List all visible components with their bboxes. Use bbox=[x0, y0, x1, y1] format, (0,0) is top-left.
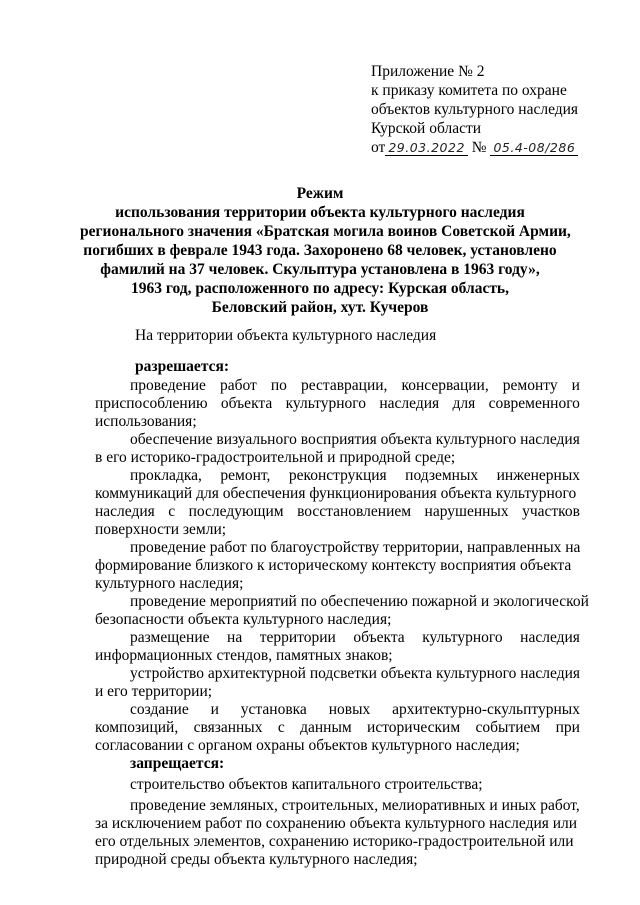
prohibited-item-1: строительство объектов капитального строительства; bbox=[130, 776, 483, 793]
title-line: 1963 год, расположенного по адресу: Курская область, bbox=[130, 280, 510, 297]
justified-line: проведение работ по реставрации, консервации, ремонту и bbox=[130, 377, 580, 394]
title-line: регионального значения «Братская могила воинов Советской Армии, bbox=[80, 223, 571, 240]
number-prefix: № bbox=[471, 139, 487, 156]
appendix-order-ref: к приказу комитета по охране bbox=[371, 82, 567, 99]
date-prefix: от bbox=[371, 139, 386, 156]
appendix-title: Приложение № 2 bbox=[371, 63, 485, 80]
allowed-item-6: размещение на территории объекта культурного наследия информационных стендов, памятных знаков; bbox=[95, 629, 580, 664]
prohibited-item-2: проведение земляных, строительных, мелиоративных и иных работ, за исключением работ по сохранению объекта культурного наследия или его отдельных элементов, сохранению историко-градостроительной или природной среды объекта культурного наследия; bbox=[95, 797, 580, 868]
allowed-heading: разрешается: bbox=[135, 358, 230, 375]
allowed-item-7: устройство архитектурной подсветки объекта культурного наследия и его территории; bbox=[95, 665, 581, 700]
allowed-item-1: проведение работ по реставрации, консервации, ремонту и приспособлению объекта культурного наследия для современного использования; bbox=[95, 377, 580, 430]
allowed-item-5: проведение мероприятий по обеспечению пожарной и экологической безопасности объекта культурного наследия; bbox=[95, 593, 589, 628]
title-line: Беловский район, хут. Кучеров bbox=[211, 299, 429, 316]
handwritten-date: 29.03.2022 bbox=[385, 140, 468, 156]
allowed-item-2: обеспечение визуального восприятия объекта культурного наследия в его историко-градостроительной и природной среде; bbox=[95, 431, 580, 466]
appendix-order-ref-2: объектов культурного наследия bbox=[371, 101, 579, 118]
appendix-date-number bbox=[371, 138, 621, 157]
justified-line: прокладка, ремонт, реконструкция подземных инженерных bbox=[130, 467, 580, 484]
title-line: погибших в феврале 1943 года. Захоронено 68 человек, установлено bbox=[83, 242, 557, 259]
appendix-region: Курской области bbox=[371, 120, 482, 137]
prohibited-heading: запрещается: bbox=[130, 755, 225, 772]
justified-line: композиций, связанных с данным историческим событием при bbox=[95, 719, 580, 736]
title-heading: Режим bbox=[296, 185, 344, 202]
handwritten-number: 05.4-08/286 bbox=[490, 140, 578, 156]
justified-line: размещение на территории объекта культурного наследия bbox=[130, 629, 580, 646]
justified-line: приспособлению объекта культурного наследия для современного bbox=[95, 395, 580, 412]
allowed-item-4: проведение работ по благоустройству территории, направленных на формирование близкого к историческому контексту восприятия объекта культурного наследия; bbox=[95, 539, 581, 592]
allowed-item-3: прокладка, ремонт, реконструкция подземных инженерных коммуникаций для обеспечения функционирования объекта культурного наследия с последующим восстановлением нарушенных участков поверхности земли; bbox=[95, 467, 580, 538]
justified-line: создание и установка новых архитектурно-скульптурных bbox=[130, 701, 580, 718]
title-line: использования территории объекта культурного наследия bbox=[115, 204, 525, 221]
intro-paragraph: На территории объекта культурного наследия bbox=[135, 327, 437, 344]
allowed-item-8: создание и установка новых архитектурно-скульптурных композиций, связанных с данным историческим событием при согласовании с органом охраны объектов культурного наследия; bbox=[95, 701, 580, 754]
appendix-header bbox=[371, 62, 621, 157]
justified-line: наследия с последующим восстановлением нарушенных участков bbox=[95, 503, 580, 520]
document-title bbox=[80, 184, 571, 317]
title-line: фамилий на 37 человек. Скульптура установлена в 1963 году», bbox=[100, 261, 540, 278]
